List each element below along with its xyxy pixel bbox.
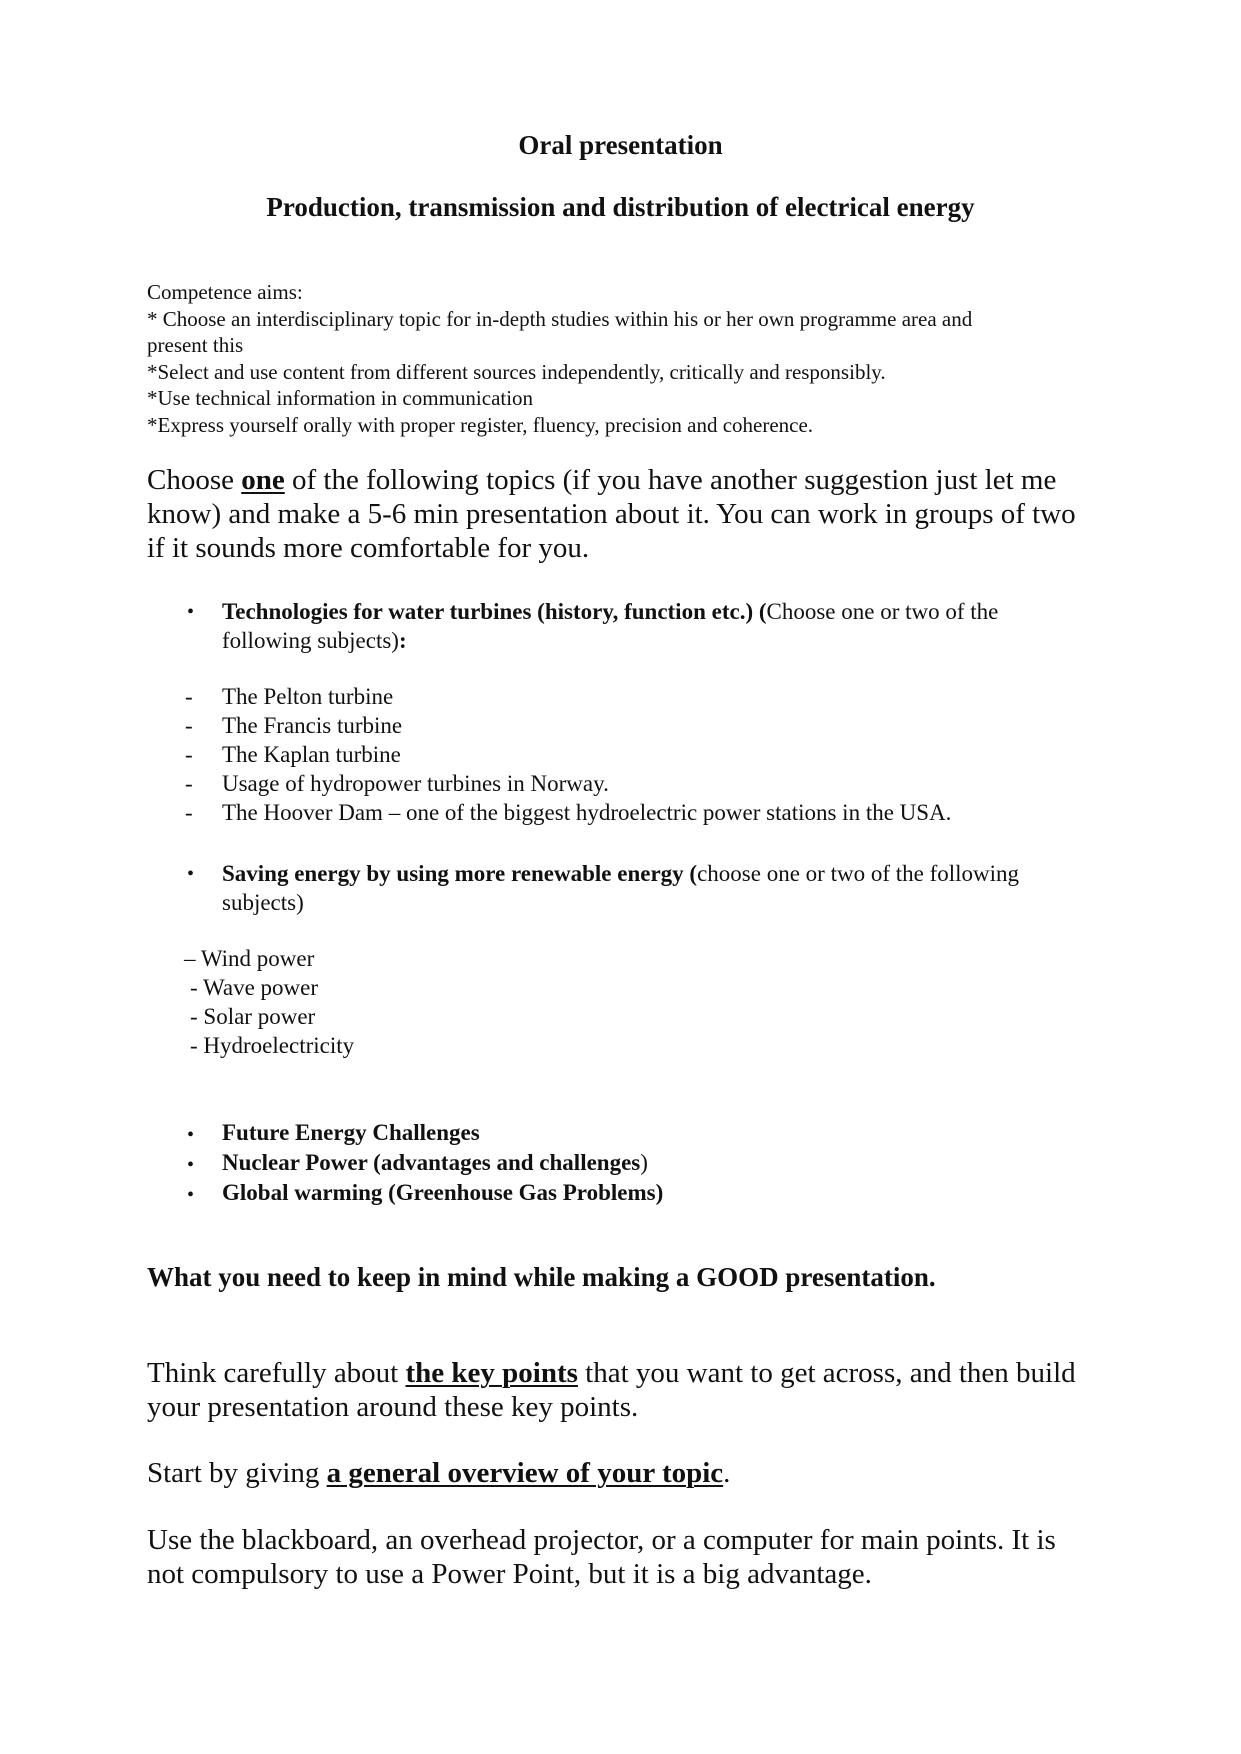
competence-line: *Select and use content from different sources independently, critically and responsibly.: [147, 359, 886, 384]
bullet-icon: •: [187, 601, 195, 623]
renewable-subtopics: [184, 944, 354, 1060]
topic-future-energy: Future Energy Challenges: [222, 1120, 480, 1145]
list-item: - Usage of hydropower turbines in Norway.: [185, 771, 609, 796]
more-topics: [222, 1118, 663, 1208]
tip-key-points: Think carefully about the key points that you want to get across, and then build your presentation around these key points.: [147, 1357, 1076, 1423]
tip-overview: Start by giving a general overview of your topic.: [147, 1457, 731, 1489]
competence-heading: Competence aims:: [147, 280, 303, 304]
competence-block: [147, 279, 972, 438]
page-title: Oral presentation: [518, 130, 723, 160]
list-item: - Hydroelectricity: [190, 1033, 355, 1058]
bullet-icon: •: [187, 1154, 195, 1176]
tip-visual-aids: Use the blackboard, an overhead projector, or a computer for main points. It is not compulsory to use a Power Point, but it is a big advantage.: [147, 1524, 1056, 1590]
topic-water-turbines: Technologies for water turbines (history, function etc.) (Choose one or two of the following subjects):: [222, 599, 999, 653]
topic-global-warming: Global warming (Greenhouse Gas Problems): [222, 1180, 664, 1205]
list-item: - Solar power: [190, 1004, 316, 1029]
intro-paragraph: Choose one of the following topics (if you have another suggestion just let me know) and make a 5-6 min presentation about it. You can work in groups of two if it sounds more comfortable for you.: [147, 464, 1076, 564]
page-subtitle: Production, transmission and distribution of electrical energy: [266, 192, 975, 222]
list-item: - Wave power: [190, 975, 319, 1000]
competence-line: *Use technical information in communication: [147, 386, 534, 410]
topic-nuclear-power: Nuclear Power (advantages and challenges): [222, 1150, 648, 1175]
turbine-subtopics: [185, 682, 951, 827]
list-item: – Wind power: [184, 946, 315, 971]
bullet-icon: •: [187, 1124, 195, 1146]
competence-line: *Express yourself orally with proper register, fluency, precision and coherence.: [147, 412, 814, 437]
competence-line: * Choose an interdisciplinary topic for in-depth studies within his or her own programme area and: [147, 306, 973, 331]
bullet-icon: •: [187, 863, 195, 885]
emphasis-one: one: [241, 464, 285, 496]
section-heading: What you need to keep in mind while making a GOOD presentation.: [147, 1262, 936, 1292]
list-item: - The Pelton turbine: [185, 684, 394, 709]
list-item: - The Kaplan turbine: [185, 742, 401, 767]
list-item: - The Hoover Dam – one of the biggest hydroelectric power stations in the USA.: [185, 800, 952, 825]
competence-line: present this: [147, 333, 244, 357]
bullet-icon: •: [187, 1184, 195, 1206]
list-item: - The Francis turbine: [185, 713, 403, 738]
topic-renewable-energy: Saving energy by using more renewable energy (choose one or two of the following subjects): [222, 861, 1020, 915]
